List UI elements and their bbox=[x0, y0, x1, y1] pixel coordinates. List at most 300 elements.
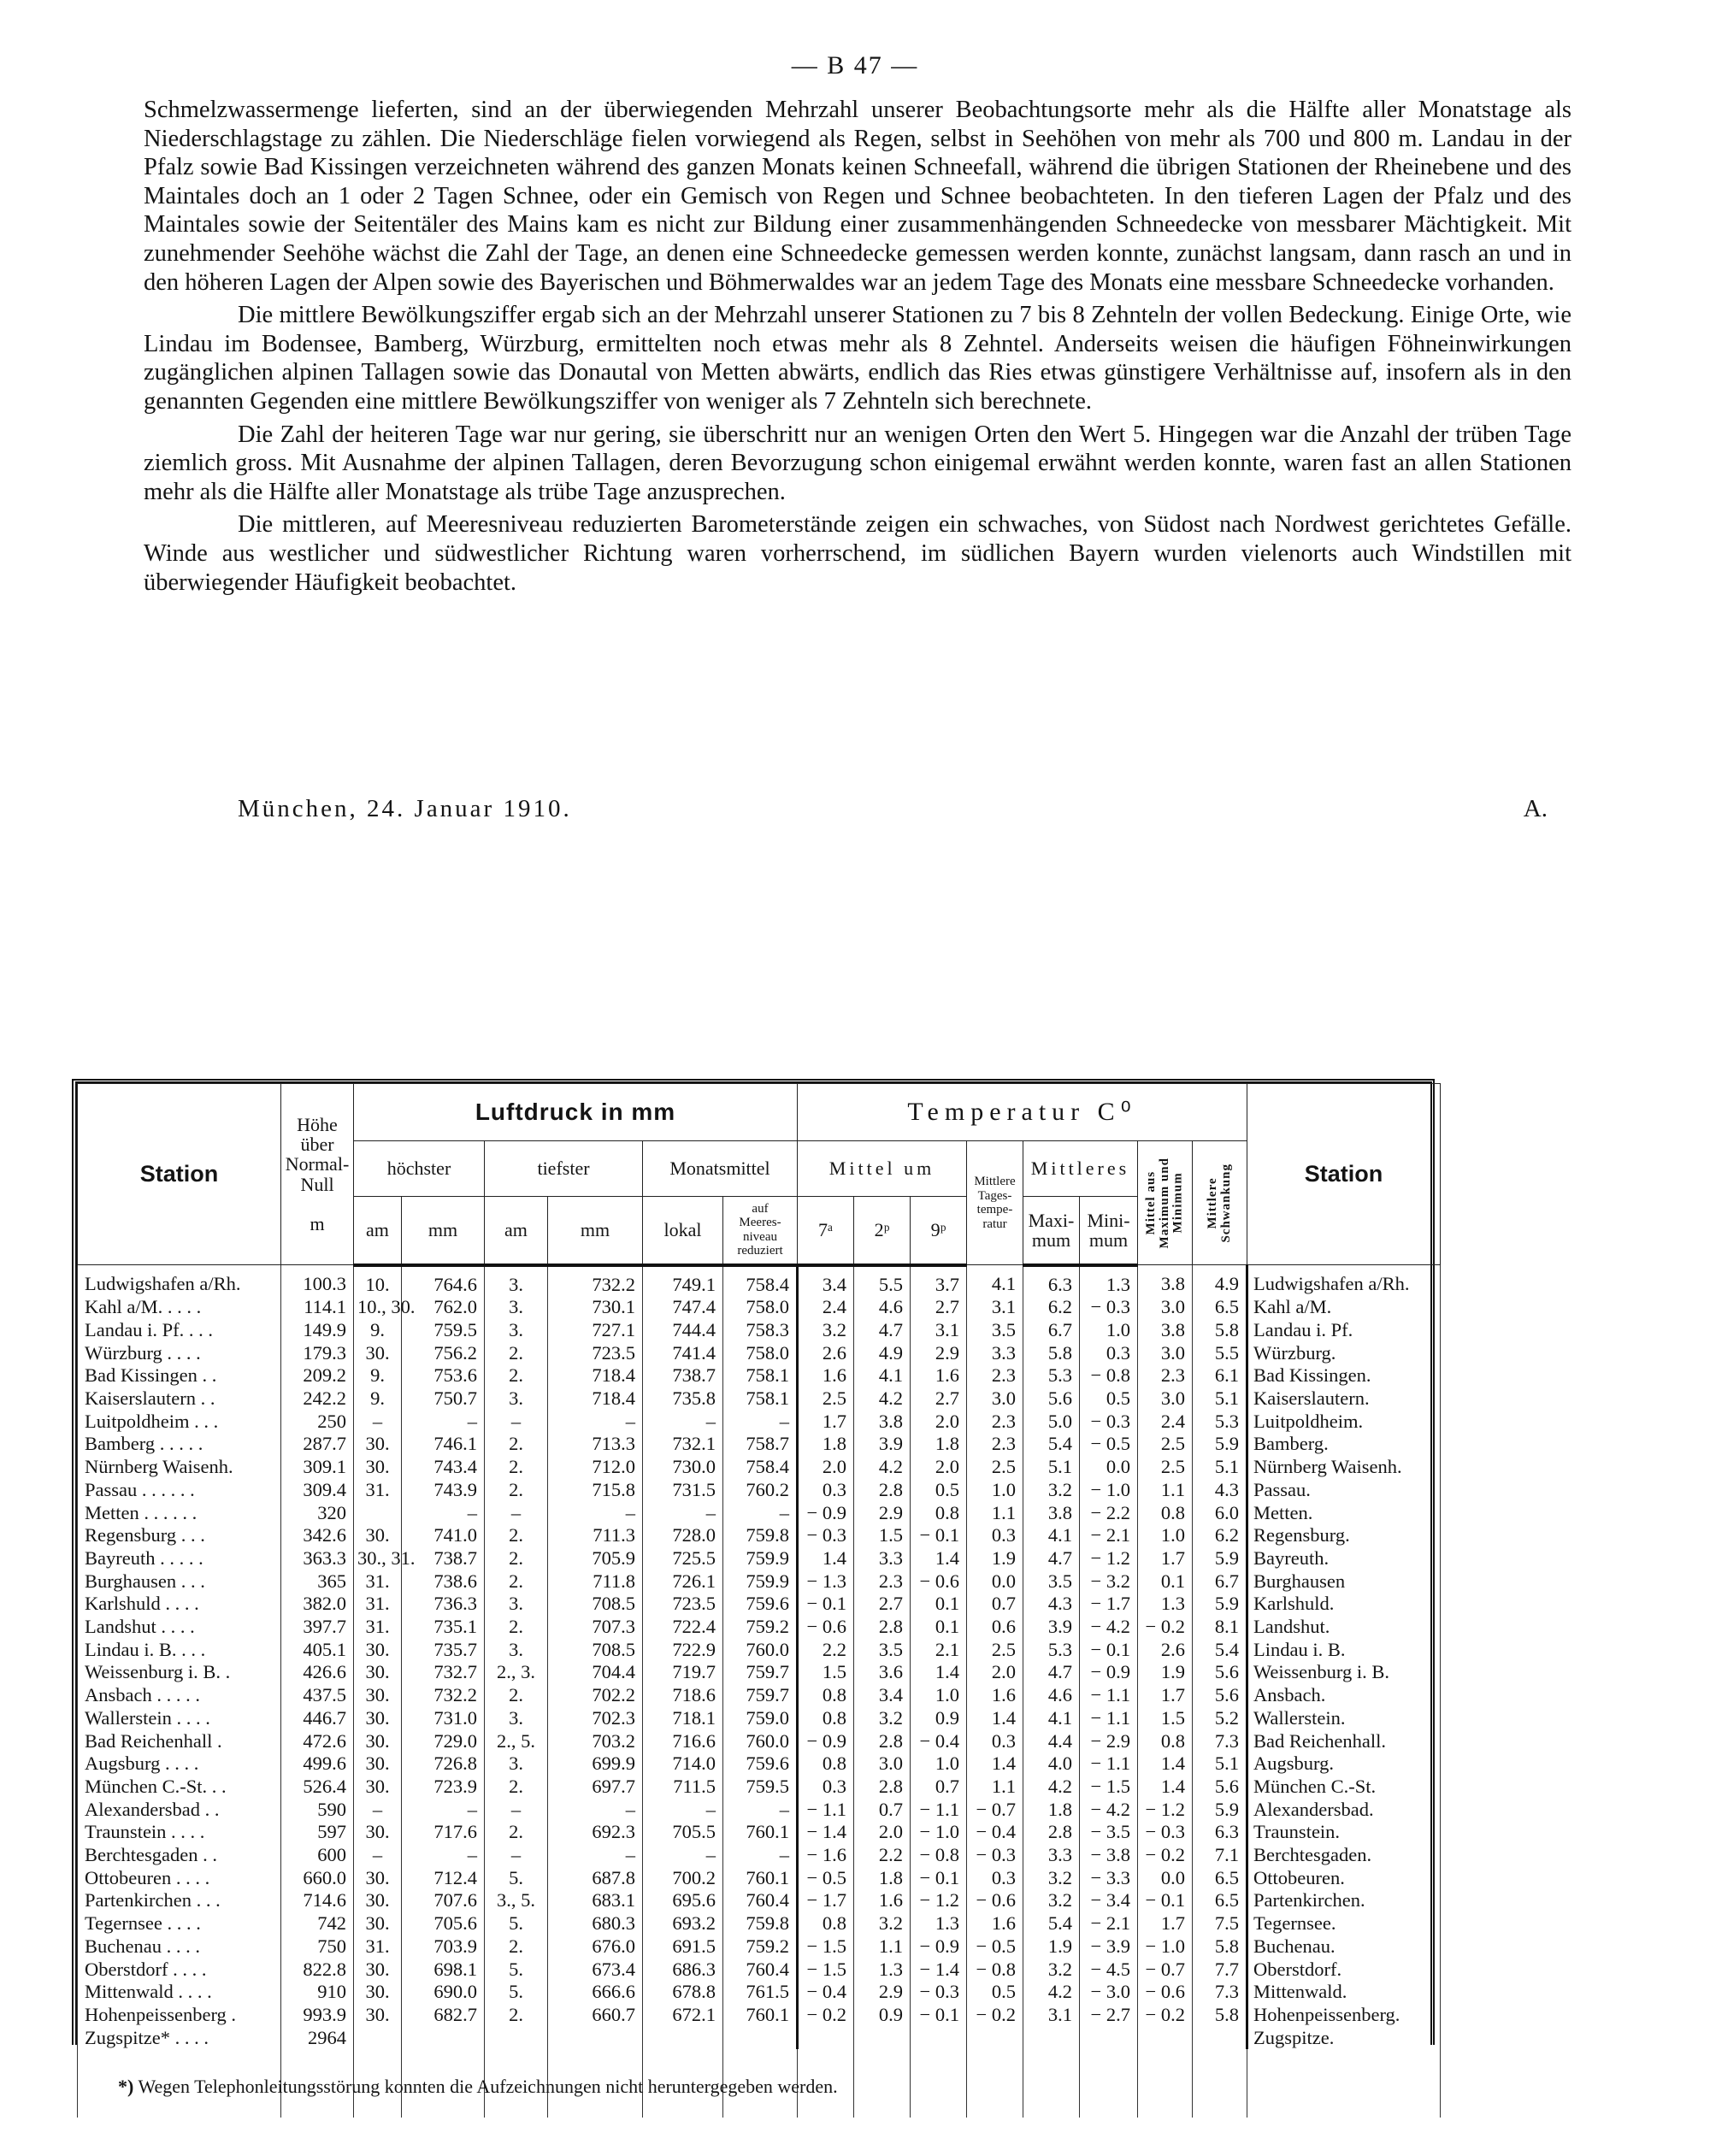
cell-max-mm: 723.9 bbox=[402, 1776, 485, 1799]
cell-max-day: 30. bbox=[354, 1433, 402, 1456]
cell-mean-max: 4.3 bbox=[1023, 1593, 1080, 1616]
cell-max-day: 9. bbox=[354, 1319, 402, 1342]
cell-mean-maxmin: − 0.3 bbox=[1138, 1821, 1193, 1844]
cell-mean-local: 672.1 bbox=[643, 2004, 723, 2027]
cell-height: 590 bbox=[281, 1799, 354, 1822]
cell-mean-min: − 2.7 bbox=[1080, 2004, 1138, 2027]
cell-mean-min: − 0.5 bbox=[1080, 1433, 1138, 1456]
cell-min-day: 5. bbox=[485, 1981, 548, 2004]
cell-mean-min: − 3.2 bbox=[1080, 1570, 1138, 1593]
table-row bbox=[78, 1867, 1441, 1890]
cell-min-day: – bbox=[485, 1844, 548, 1867]
cell-t7: − 1.1 bbox=[798, 1799, 854, 1822]
header-hoechster-mm: mm bbox=[402, 1197, 485, 1265]
cell-height: 714.6 bbox=[281, 1889, 354, 1912]
cell-max-mm: 707.6 bbox=[402, 1889, 485, 1912]
cell-fluctuation: 5.8 bbox=[1193, 1319, 1247, 1342]
cell-min-day: 2. bbox=[485, 1821, 548, 1844]
cell-t7: − 1.3 bbox=[798, 1570, 854, 1593]
cell-height: 597 bbox=[281, 1821, 354, 1844]
cell-station-right: Kahl a/M. bbox=[1247, 1296, 1441, 1319]
cell-min-day: 2. bbox=[485, 1547, 548, 1570]
cell-max-mm: 736.3 bbox=[402, 1593, 485, 1616]
cell-t2: 2.3 bbox=[854, 1570, 911, 1593]
cell-station-right: Ansbach. bbox=[1247, 1684, 1441, 1707]
cell-mean-local: 738.7 bbox=[643, 1364, 723, 1387]
cell-mean-local: 732.1 bbox=[643, 1433, 723, 1456]
cell-min-mm: 730.1 bbox=[548, 1296, 643, 1319]
cell-t7: 0.8 bbox=[798, 1912, 854, 1935]
cell-daily-mean: 2.3 bbox=[967, 1364, 1023, 1387]
cell-min-day: 3. bbox=[485, 1387, 548, 1411]
table-row bbox=[78, 1456, 1441, 1479]
cell-t7: 2.5 bbox=[798, 1387, 854, 1411]
table-row bbox=[78, 1387, 1441, 1411]
cell-fluctuation: 5.6 bbox=[1193, 1661, 1247, 1684]
cell-mean-local: 693.2 bbox=[643, 1912, 723, 1935]
cell-t2: 4.1 bbox=[854, 1364, 911, 1387]
cell-max-day: 10., 30. bbox=[354, 1296, 402, 1319]
table-row bbox=[78, 1912, 1441, 1935]
cell-mean-max: 3.2 bbox=[1023, 1867, 1080, 1890]
cell-mean-maxmin: 3.8 bbox=[1138, 1265, 1193, 1297]
cell-mean-local: 719.7 bbox=[643, 1661, 723, 1684]
cell-station: Kahl a/M. . . . . bbox=[78, 1296, 281, 1319]
cell-t2: 1.5 bbox=[854, 1524, 911, 1547]
cell-t9: 3.1 bbox=[911, 1319, 967, 1342]
cell-daily-mean: − 0.4 bbox=[967, 1821, 1023, 1844]
cell-height: 114.1 bbox=[281, 1296, 354, 1319]
cell-max-mm: 743.4 bbox=[402, 1456, 485, 1479]
cell-t2: 1.3 bbox=[854, 1959, 911, 1982]
cell-min-mm: 713.3 bbox=[548, 1433, 643, 1456]
empty-cell bbox=[1138, 2049, 1193, 2118]
cell-station-right: Luitpoldheim. bbox=[1247, 1411, 1441, 1434]
table-row bbox=[78, 1935, 1441, 1959]
cell-mean-min: − 1.1 bbox=[1080, 1752, 1138, 1776]
table-row bbox=[78, 1639, 1441, 1662]
cell-mean-local bbox=[643, 2027, 723, 2050]
cell-daily-mean: 1.6 bbox=[967, 1912, 1023, 1935]
cell-mean-local: 705.5 bbox=[643, 1821, 723, 1844]
cell-max-day: 30. bbox=[354, 1752, 402, 1776]
table-row bbox=[78, 1889, 1441, 1912]
cell-mean-sea: 760.1 bbox=[723, 1867, 798, 1890]
cell-t2: 3.0 bbox=[854, 1752, 911, 1776]
cell-min-mm: 673.4 bbox=[548, 1959, 643, 1982]
cell-mean-max: 2.8 bbox=[1023, 1821, 1080, 1844]
cell-height: 822.8 bbox=[281, 1959, 354, 1982]
cell-t7: − 0.5 bbox=[798, 1867, 854, 1890]
cell-max-mm: 732.2 bbox=[402, 1684, 485, 1707]
cell-station-right: Würzburg. bbox=[1247, 1342, 1441, 1365]
cell-t2: 1.6 bbox=[854, 1889, 911, 1912]
cell-fluctuation bbox=[1193, 2027, 1247, 2050]
empty-cell bbox=[1023, 2049, 1080, 2118]
cell-mean-maxmin: − 0.2 bbox=[1138, 2004, 1193, 2027]
cell-min-mm: 718.4 bbox=[548, 1364, 643, 1387]
cell-max-mm: 738.6 bbox=[402, 1570, 485, 1593]
cell-min-mm: 666.6 bbox=[548, 1981, 643, 2004]
header-9p: 9ᵖ bbox=[911, 1197, 967, 1265]
cell-mean-min: − 0.9 bbox=[1080, 1661, 1138, 1684]
cell-daily-mean bbox=[967, 2027, 1023, 2050]
cell-station-right: Karlshuld. bbox=[1247, 1593, 1441, 1616]
cell-mean-max: 1.9 bbox=[1023, 1935, 1080, 1959]
cell-mean-min: 0.0 bbox=[1080, 1456, 1138, 1479]
cell-max-day: 30. bbox=[354, 1524, 402, 1547]
cell-mean-maxmin: 1.4 bbox=[1138, 1776, 1193, 1799]
header-luftdruck: Luftdruck in mm bbox=[354, 1084, 798, 1141]
cell-station-right: Wallerstein. bbox=[1247, 1707, 1441, 1730]
cell-mean-local: – bbox=[643, 1844, 723, 1867]
table-row bbox=[78, 1319, 1441, 1342]
cell-t2: 2.8 bbox=[854, 1616, 911, 1639]
cell-mean-local: 700.2 bbox=[643, 1867, 723, 1890]
cell-max-mm: 750.7 bbox=[402, 1387, 485, 1411]
cell-mean-min: − 0.3 bbox=[1080, 1411, 1138, 1434]
cell-t7: − 0.2 bbox=[798, 2004, 854, 2027]
cell-mean-sea: 761.5 bbox=[723, 1981, 798, 2004]
cell-mean-local: 749.1 bbox=[643, 1265, 723, 1297]
cell-daily-mean: 1.4 bbox=[967, 1707, 1023, 1730]
footnote-mark: *) bbox=[118, 2076, 134, 2097]
cell-mean-sea: 759.0 bbox=[723, 1707, 798, 1730]
cell-t9: 1.4 bbox=[911, 1547, 967, 1570]
cell-mean-max: 3.5 bbox=[1023, 1570, 1080, 1593]
cell-fluctuation: 5.9 bbox=[1193, 1799, 1247, 1822]
cell-station: Würzburg . . . . bbox=[78, 1342, 281, 1365]
cell-mean-maxmin: 1.7 bbox=[1138, 1547, 1193, 1570]
cell-height: 209.2 bbox=[281, 1364, 354, 1387]
cell-fluctuation: 6.1 bbox=[1193, 1364, 1247, 1387]
cell-daily-mean: 0.6 bbox=[967, 1616, 1023, 1639]
cell-min-mm: 699.9 bbox=[548, 1752, 643, 1776]
cell-mean-max: 3.3 bbox=[1023, 1844, 1080, 1867]
cell-station: Ansbach . . . . . bbox=[78, 1684, 281, 1707]
cell-mean-max: 4.7 bbox=[1023, 1547, 1080, 1570]
cell-t9: 1.4 bbox=[911, 1661, 967, 1684]
cell-min-day: 2., 3. bbox=[485, 1661, 548, 1684]
cell-t7: 1.8 bbox=[798, 1433, 854, 1456]
cell-mean-max: 6.2 bbox=[1023, 1296, 1080, 1319]
cell-daily-mean: − 0.3 bbox=[967, 1844, 1023, 1867]
cell-mean-local: 718.6 bbox=[643, 1684, 723, 1707]
cell-station: Bayreuth . . . . . bbox=[78, 1547, 281, 1570]
cell-fluctuation: 5.1 bbox=[1193, 1752, 1247, 1776]
cell-mean-local: 731.5 bbox=[643, 1479, 723, 1502]
cell-max-mm: 746.1 bbox=[402, 1433, 485, 1456]
cell-mean-local: 718.1 bbox=[643, 1707, 723, 1730]
cell-t2: 3.3 bbox=[854, 1547, 911, 1570]
cell-mean-local: 711.5 bbox=[643, 1776, 723, 1799]
cell-fluctuation: 7.1 bbox=[1193, 1844, 1247, 1867]
cell-mean-min: − 3.0 bbox=[1080, 1981, 1138, 2004]
cell-mean-maxmin: 0.0 bbox=[1138, 1867, 1193, 1890]
cell-mean-maxmin bbox=[1138, 2027, 1193, 2050]
cell-height: 2964 bbox=[281, 2027, 354, 2050]
cell-t9 bbox=[911, 2027, 967, 2050]
cell-station: Augsburg . . . . bbox=[78, 1752, 281, 1776]
cell-station-right: Landau i. Pf. bbox=[1247, 1319, 1441, 1342]
cell-t9: 2.7 bbox=[911, 1387, 967, 1411]
cell-t9: 2.0 bbox=[911, 1411, 967, 1434]
paragraph-days: Die Zahl der heiteren Tage war nur gering, sie überschritt nur an wenigen Orten den Wert 5. Hingegen war die Anzahl der trüben Tage ziemlich gross. Mit Ausnahme der alpinen Tallagen, deren Bevorzugung schon einigemal erwähnt werden konnte, waren fast an allen Stationen mehr als die Hälfte aller Monatstage als trübe Tage anzusprechen. bbox=[144, 421, 1571, 505]
table-row bbox=[78, 1707, 1441, 1730]
cell-max-mm: – bbox=[402, 1502, 485, 1525]
cell-min-day: 3., 5. bbox=[485, 1889, 548, 1912]
empty-cell bbox=[967, 2049, 1023, 2118]
cell-t7: − 1.6 bbox=[798, 1844, 854, 1867]
cell-mean-local: 728.0 bbox=[643, 1524, 723, 1547]
empty-cell bbox=[1247, 2049, 1441, 2118]
cell-t9: 0.7 bbox=[911, 1776, 967, 1799]
cell-mean-maxmin: 2.4 bbox=[1138, 1411, 1193, 1434]
cell-mean-maxmin: 1.1 bbox=[1138, 1479, 1193, 1502]
cell-t7: − 0.6 bbox=[798, 1616, 854, 1639]
cell-t9: 2.0 bbox=[911, 1456, 967, 1479]
cell-mean-sea: 760.1 bbox=[723, 2004, 798, 2027]
cell-mean-maxmin: 2.6 bbox=[1138, 1639, 1193, 1662]
cell-t2: 2.7 bbox=[854, 1593, 911, 1616]
cell-max-mm: 712.4 bbox=[402, 1867, 485, 1890]
cell-t9: − 0.4 bbox=[911, 1730, 967, 1753]
cell-max-mm: 682.7 bbox=[402, 2004, 485, 2027]
cell-station-right: Burghausen bbox=[1247, 1570, 1441, 1593]
cell-daily-mean: 1.4 bbox=[967, 1752, 1023, 1776]
cell-station: Bad Kissingen . . bbox=[78, 1364, 281, 1387]
cell-mean-max: 6.3 bbox=[1023, 1265, 1080, 1297]
cell-mean-maxmin: − 1.0 bbox=[1138, 1935, 1193, 1959]
cell-mean-sea: 760.4 bbox=[723, 1959, 798, 1982]
cell-daily-mean: 2.5 bbox=[967, 1639, 1023, 1662]
cell-mean-max: 4.2 bbox=[1023, 1776, 1080, 1799]
cell-t9: 1.0 bbox=[911, 1684, 967, 1707]
cell-max-day: 31. bbox=[354, 1616, 402, 1639]
cell-mean-sea: – bbox=[723, 1799, 798, 1822]
cell-fluctuation: 5.6 bbox=[1193, 1776, 1247, 1799]
cell-t9: 0.9 bbox=[911, 1707, 967, 1730]
cell-mean-max: 3.2 bbox=[1023, 1959, 1080, 1982]
cell-min-mm: – bbox=[548, 1502, 643, 1525]
footnote-text: Wegen Telephonleitungsstörung konnten die Aufzeichnungen nicht heruntergegeben werden. bbox=[138, 2076, 838, 2097]
cell-height: 437.5 bbox=[281, 1684, 354, 1707]
cell-daily-mean: 0.3 bbox=[967, 1524, 1023, 1547]
cell-t7: 1.4 bbox=[798, 1547, 854, 1570]
cell-mean-min: − 2.9 bbox=[1080, 1730, 1138, 1753]
cell-min-day: 2. bbox=[485, 1776, 548, 1799]
cell-max-day: 30. bbox=[354, 1867, 402, 1890]
table-row bbox=[78, 1776, 1441, 1799]
cell-mean-max: 6.7 bbox=[1023, 1319, 1080, 1342]
cell-mean-sea: 759.9 bbox=[723, 1570, 798, 1593]
cell-max-day: 30. bbox=[354, 1776, 402, 1799]
cell-station: Kaiserslautern . . bbox=[78, 1387, 281, 1411]
cell-t7: 2.6 bbox=[798, 1342, 854, 1365]
cell-station-right: Bad Reichenhall. bbox=[1247, 1730, 1441, 1753]
cell-mean-sea: 758.0 bbox=[723, 1296, 798, 1319]
cell-t2: 4.6 bbox=[854, 1296, 911, 1319]
cell-t7: 2.2 bbox=[798, 1639, 854, 1662]
cell-station-right: Mittenwald. bbox=[1247, 1981, 1441, 2004]
cell-mean-sea: 759.2 bbox=[723, 1935, 798, 1959]
cell-max-mm: 735.1 bbox=[402, 1616, 485, 1639]
cell-mean-maxmin: 1.3 bbox=[1138, 1593, 1193, 1616]
cell-t2: 1.1 bbox=[854, 1935, 911, 1959]
cell-mean-maxmin: − 0.2 bbox=[1138, 1616, 1193, 1639]
cell-station-right: Metten. bbox=[1247, 1502, 1441, 1525]
cell-station: Luitpoldheim . . . bbox=[78, 1411, 281, 1434]
table-row bbox=[78, 2004, 1441, 2027]
table-row bbox=[78, 1570, 1441, 1593]
cell-t9: − 0.9 bbox=[911, 1935, 967, 1959]
cell-t9: 0.5 bbox=[911, 1479, 967, 1502]
cell-mean-max: 5.3 bbox=[1023, 1639, 1080, 1662]
cell-mean-maxmin: 3.0 bbox=[1138, 1342, 1193, 1365]
cell-mean-local: 722.9 bbox=[643, 1639, 723, 1662]
empty-cell bbox=[911, 2049, 967, 2118]
cell-t2: 3.9 bbox=[854, 1433, 911, 1456]
cell-station: München C.-St. . . bbox=[78, 1776, 281, 1799]
cell-fluctuation: 6.2 bbox=[1193, 1524, 1247, 1547]
cell-mean-maxmin: − 0.6 bbox=[1138, 1981, 1193, 2004]
header-station-right: Station bbox=[1247, 1084, 1441, 1265]
cell-min-mm: 711.3 bbox=[548, 1524, 643, 1547]
cell-station-right: München C.-St. bbox=[1247, 1776, 1441, 1799]
cell-mean-min: − 0.1 bbox=[1080, 1639, 1138, 1662]
cell-station-right: Alexandersbad. bbox=[1247, 1799, 1441, 1822]
cell-t7: − 0.9 bbox=[798, 1730, 854, 1753]
cell-mean-min: − 1.1 bbox=[1080, 1707, 1138, 1730]
cell-t2: 5.5 bbox=[854, 1265, 911, 1297]
cell-max-mm: 690.0 bbox=[402, 1981, 485, 2004]
cell-mean-sea: 760.2 bbox=[723, 1479, 798, 1502]
cell-mean-local: 741.4 bbox=[643, 1342, 723, 1365]
cell-max-day: 30. bbox=[354, 1707, 402, 1730]
cell-station-right: Lindau i. B. bbox=[1247, 1639, 1441, 1662]
signature-line bbox=[238, 795, 1571, 823]
cell-max-mm: 764.6 bbox=[402, 1265, 485, 1297]
cell-mean-local: 726.1 bbox=[643, 1570, 723, 1593]
cell-t7: 1.7 bbox=[798, 1411, 854, 1434]
cell-mean-local: 714.0 bbox=[643, 1752, 723, 1776]
cell-mean-sea: 760.0 bbox=[723, 1730, 798, 1753]
cell-mean-local: 716.6 bbox=[643, 1730, 723, 1753]
cell-mean-max: 4.7 bbox=[1023, 1661, 1080, 1684]
cell-t2: 0.9 bbox=[854, 2004, 911, 2027]
cell-station-right: Bad Kissingen. bbox=[1247, 1364, 1441, 1387]
cell-daily-mean: − 0.7 bbox=[967, 1799, 1023, 1822]
cell-t9: 1.8 bbox=[911, 1433, 967, 1456]
cell-t2: 0.7 bbox=[854, 1799, 911, 1822]
header-tagestemperatur: Mittlere Tages- tempe- ratur bbox=[967, 1141, 1023, 1265]
cell-station: Burghausen . . . bbox=[78, 1570, 281, 1593]
cell-height: 309.1 bbox=[281, 1456, 354, 1479]
cell-mean-local: – bbox=[643, 1502, 723, 1525]
table-row bbox=[78, 1265, 1441, 1297]
cell-t9: − 0.8 bbox=[911, 1844, 967, 1867]
cell-min-day: 3. bbox=[485, 1265, 548, 1297]
cell-height: 242.2 bbox=[281, 1387, 354, 1411]
cell-t9: 2.7 bbox=[911, 1296, 967, 1319]
cell-max-mm: 762.0 bbox=[402, 1296, 485, 1319]
header-hoechster-am: am bbox=[354, 1197, 402, 1265]
cell-min-day: 2. bbox=[485, 1684, 548, 1707]
cell-mean-min: − 2.2 bbox=[1080, 1502, 1138, 1525]
cell-mean-min: 1.3 bbox=[1080, 1265, 1138, 1297]
cell-mean-min: − 1.5 bbox=[1080, 1776, 1138, 1799]
cell-mean-max: 3.2 bbox=[1023, 1479, 1080, 1502]
cell-mean-max: 5.0 bbox=[1023, 1411, 1080, 1434]
cell-station: Traunstein . . . . bbox=[78, 1821, 281, 1844]
cell-mean-sea: 759.6 bbox=[723, 1593, 798, 1616]
cell-t9: − 0.1 bbox=[911, 1867, 967, 1890]
cell-daily-mean: 2.3 bbox=[967, 1411, 1023, 1434]
cell-max-day: 30. bbox=[354, 1684, 402, 1707]
cell-min-mm: 727.1 bbox=[548, 1319, 643, 1342]
cell-fluctuation: 7.7 bbox=[1193, 1959, 1247, 1982]
cell-daily-mean: 3.5 bbox=[967, 1319, 1023, 1342]
cell-max-day: 30. bbox=[354, 2004, 402, 2027]
empty-cell bbox=[1080, 2049, 1138, 2118]
cell-mean-maxmin: 0.8 bbox=[1138, 1730, 1193, 1753]
cell-min-day: 5. bbox=[485, 1959, 548, 1982]
cell-min-mm: 712.0 bbox=[548, 1456, 643, 1479]
cell-fluctuation: 6.7 bbox=[1193, 1570, 1247, 1593]
header-station: Station bbox=[78, 1084, 281, 1265]
cell-mean-min: − 0.8 bbox=[1080, 1364, 1138, 1387]
cell-fluctuation: 4.3 bbox=[1193, 1479, 1247, 1502]
cell-max-day: 31. bbox=[354, 1935, 402, 1959]
cell-mean-min: − 0.3 bbox=[1080, 1296, 1138, 1319]
cell-min-mm bbox=[548, 2027, 643, 2050]
cell-mean-max: 4.6 bbox=[1023, 1684, 1080, 1707]
cell-height: 342.6 bbox=[281, 1524, 354, 1547]
cell-station: Regensburg . . . bbox=[78, 1524, 281, 1547]
cell-mean-sea: 758.3 bbox=[723, 1319, 798, 1342]
cell-station: Landau i. Pf. . . . bbox=[78, 1319, 281, 1342]
cell-t9: − 1.0 bbox=[911, 1821, 967, 1844]
cell-height: 499.6 bbox=[281, 1752, 354, 1776]
cell-max-day: 30. bbox=[354, 1912, 402, 1935]
cell-height: 149.9 bbox=[281, 1319, 354, 1342]
cell-min-day: 3. bbox=[485, 1296, 548, 1319]
cell-mean-max: 5.8 bbox=[1023, 1342, 1080, 1365]
cell-t7 bbox=[798, 2027, 854, 2050]
cell-mean-max: 1.8 bbox=[1023, 1799, 1080, 1822]
cell-min-mm: 687.8 bbox=[548, 1867, 643, 1890]
cell-min-day: – bbox=[485, 1502, 548, 1525]
cell-station-right: Traunstein. bbox=[1247, 1821, 1441, 1844]
header-lokal: lokal bbox=[643, 1197, 723, 1265]
cell-mean-min: − 1.1 bbox=[1080, 1684, 1138, 1707]
cell-mean-maxmin: 1.5 bbox=[1138, 1707, 1193, 1730]
cell-station-right: Buchenau. bbox=[1247, 1935, 1441, 1959]
cell-station: Tegernsee . . . . bbox=[78, 1912, 281, 1935]
cell-station-right: Tegernsee. bbox=[1247, 1912, 1441, 1935]
cell-height: 750 bbox=[281, 1935, 354, 1959]
cell-daily-mean: 0.3 bbox=[967, 1730, 1023, 1753]
cell-max-mm: 705.6 bbox=[402, 1912, 485, 1935]
header-hoechster: höchster bbox=[354, 1141, 485, 1197]
cell-mean-max: 5.6 bbox=[1023, 1387, 1080, 1411]
cell-min-mm: 732.2 bbox=[548, 1265, 643, 1297]
cell-max-day: 30. bbox=[354, 1821, 402, 1844]
cell-min-mm: 702.3 bbox=[548, 1707, 643, 1730]
header-tiefster-mm: mm bbox=[548, 1197, 643, 1265]
cell-max-mm: 738.7 bbox=[402, 1547, 485, 1570]
cell-min-day bbox=[485, 2027, 548, 2050]
